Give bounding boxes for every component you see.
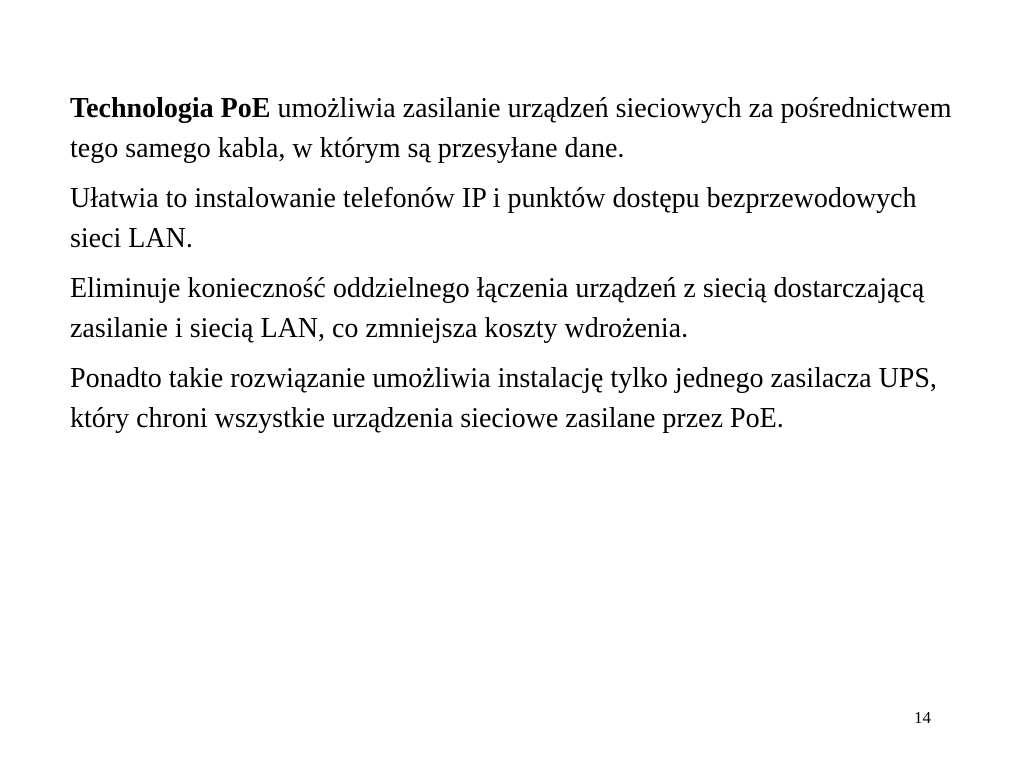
paragraph-poe-intro <box>70 89 970 169</box>
page-number: 14 <box>914 708 931 727</box>
paragraph-bold-lead: Technologia PoE <box>70 93 271 124</box>
paragraph-installation: Ułatwia to instalowanie telefonów IP i punktów dostępu bezprzewodowych sieci LAN. <box>70 183 917 254</box>
paragraph-cost: Eliminuje konieczność oddzielnego łączenia urządzeń z siecią dostarczającą zasilanie i siecią LAN, co zmniejsza koszty wdrożenia. <box>70 273 925 344</box>
slide-body <box>70 89 970 439</box>
paragraph-ups: Ponadto takie rozwiązanie umożliwia instalację tylko jednego zasilacza UPS, który chroni wszystkie urządzenia sieciowe zasilane przez PoE. <box>70 363 937 434</box>
paragraph-text: umożliwia zasilanie urządzeń sieciowych za pośrednictwem tego samego kabla, w którym są przesyłane dane. <box>70 93 952 164</box>
